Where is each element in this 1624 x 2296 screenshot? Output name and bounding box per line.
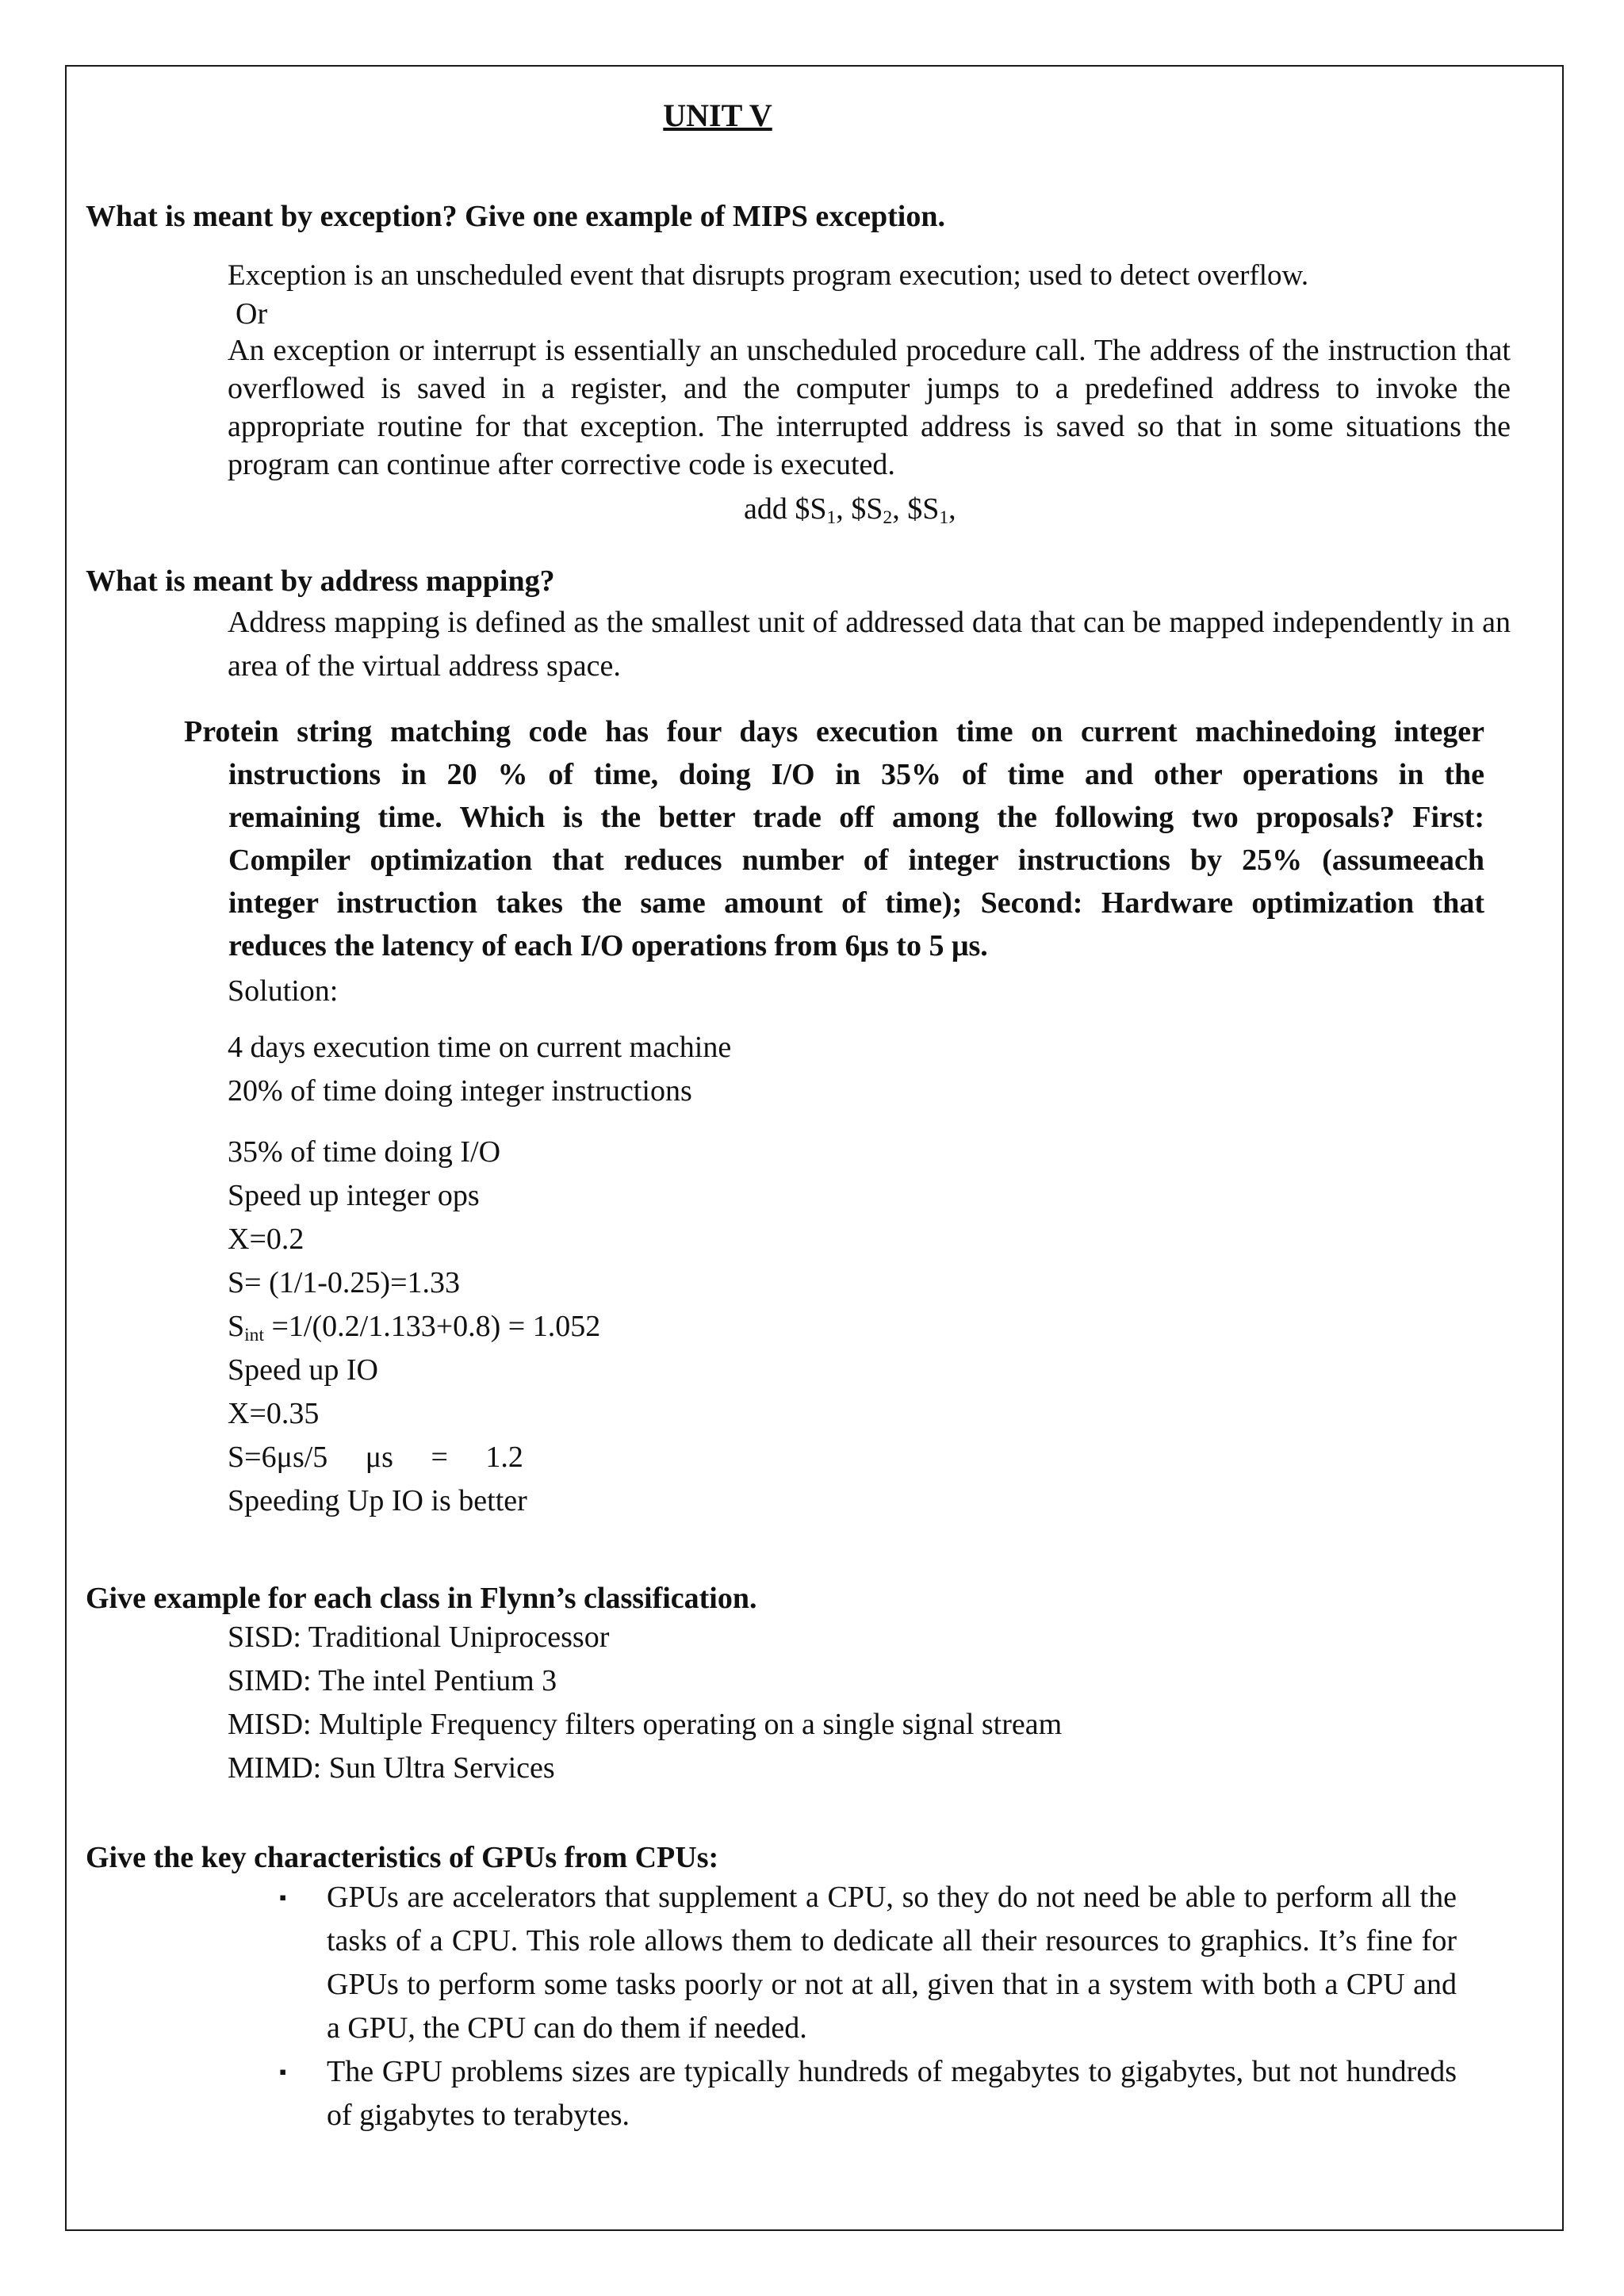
protein-line-2: instructions in 20 % of time, doing I/O in 35% of time and other operations in the <box>228 758 1484 791</box>
protein-line-4: Compiler optimization that reduces number of integer instructions by 25% (assumeeach <box>228 844 1484 877</box>
given-line-1: 4 days execution time on current machine <box>228 1031 732 1064</box>
flynn-list <box>228 1616 1062 1790</box>
gpu-bullet-text: GPUs are accelerators that supplement a CPU, so they do not need be able to perform all the tasks of a CPU. This role allows them to dedicate all their resources to graphics. It’s fine for GPUs to perform some tasks poorly or not at all, given that in a system with both a CPU and a GPU, the CPU can do them if needed. <box>327 1881 1457 2045</box>
address-mapping-answer: Address mapping is defined as the smallest unit of addressed data that can be mapped independently in an area of the virtual address space. <box>228 606 1511 683</box>
sint-rest: =1/(0.2/1.133+0.8) = 1.052 <box>264 1310 601 1343</box>
example-prefix: add $S <box>744 492 827 526</box>
step-conclusion: Speeding Up IO is better <box>228 1484 527 1517</box>
or-label: Or <box>236 297 268 331</box>
bullet-marker-icon: ▪ <box>279 2061 287 2084</box>
step-s1: S= (1/1-0.25)=1.33 <box>228 1266 461 1299</box>
example-mid-2: , $S <box>892 492 940 526</box>
flynn-item: MISD: Multiple Frequency filters operating on a single signal stream <box>228 1708 1063 1741</box>
protein-line-1: Protein string matching code has four days execution time on current machinedoing integer <box>184 715 1484 748</box>
step-sint <box>228 1305 600 1349</box>
sint-base: S <box>228 1310 245 1343</box>
example-sub-2: 2 <box>883 507 893 528</box>
unit-title: UNIT V <box>663 98 772 133</box>
flynn-item: SISD: Traditional Uniprocessor <box>228 1621 610 1654</box>
question-gpu: Give the key characteristics of GPUs from CPUs: <box>86 1841 719 1874</box>
solution-label: Solution: <box>228 974 339 1008</box>
step-x1: X=0.2 <box>228 1223 304 1256</box>
flynn-item: MIMD: Sun Ultra Services <box>228 1751 555 1785</box>
exception-definition: Exception is an unscheduled event that disrupts program execution; used to detect overflow. <box>228 259 1309 292</box>
step-io-head: Speed up IO <box>228 1353 378 1387</box>
example-end: , <box>948 492 956 526</box>
step-io: 35% of time doing I/O <box>228 1135 501 1169</box>
sint-sub: int <box>244 1325 264 1345</box>
protein-line-5: integer instruction takes the same amount of time); Second: Hardware optimization that <box>228 886 1484 920</box>
bullet-marker-icon: ▪ <box>279 1886 287 1909</box>
protein-line-3: remaining time. Which is the better trade off among the following two proposals? First: <box>228 801 1484 834</box>
step-s2: S=6μs/5 μs = 1.2 <box>228 1441 523 1474</box>
question-protein <box>184 710 1484 967</box>
given-line-2: 20% of time doing integer instructions <box>228 1074 692 1108</box>
question-address-mapping: What is meant by address mapping? <box>86 564 555 598</box>
step-x2: X=0.35 <box>228 1397 320 1430</box>
gpu-bullet <box>279 2050 1457 2137</box>
step-int-ops: Speed up integer ops <box>228 1179 480 1212</box>
solution-steps <box>228 1131 600 1523</box>
example-sub-1: 1 <box>826 507 837 528</box>
example-mid-1: , $S <box>836 492 883 526</box>
exception-paragraph: An exception or interrupt is essentially an unscheduled procedure call. The address of the instruction that overflowed is saved in a register, and the computer jumps to a predefined address to invoke the appropriate routine for that exception. The interrupted address is saved so that in some situations the program can continue after corrective code is executed. <box>228 334 1511 481</box>
flynn-item: SIMD: The intel Pentium 3 <box>228 1664 557 1697</box>
gpu-bullet-text: The GPU problems sizes are typically hundreds of megabytes to gigabytes, but not hundreds of gigabytes to terabytes. <box>327 2055 1457 2132</box>
mips-example <box>744 488 1220 531</box>
gpu-bullets <box>279 1876 1457 2137</box>
gpu-bullet <box>279 1876 1457 2050</box>
question-flynn: Give example for each class in Flynn’s classification. <box>86 1582 757 1615</box>
question-exception: What is meant by exception? Give one example of MIPS exception. <box>86 200 945 233</box>
example-sub-3: 1 <box>939 507 949 528</box>
given-block <box>228 1026 731 1113</box>
protein-line-6: reduces the latency of each I/O operations from 6μs to 5 μs. <box>228 929 988 962</box>
